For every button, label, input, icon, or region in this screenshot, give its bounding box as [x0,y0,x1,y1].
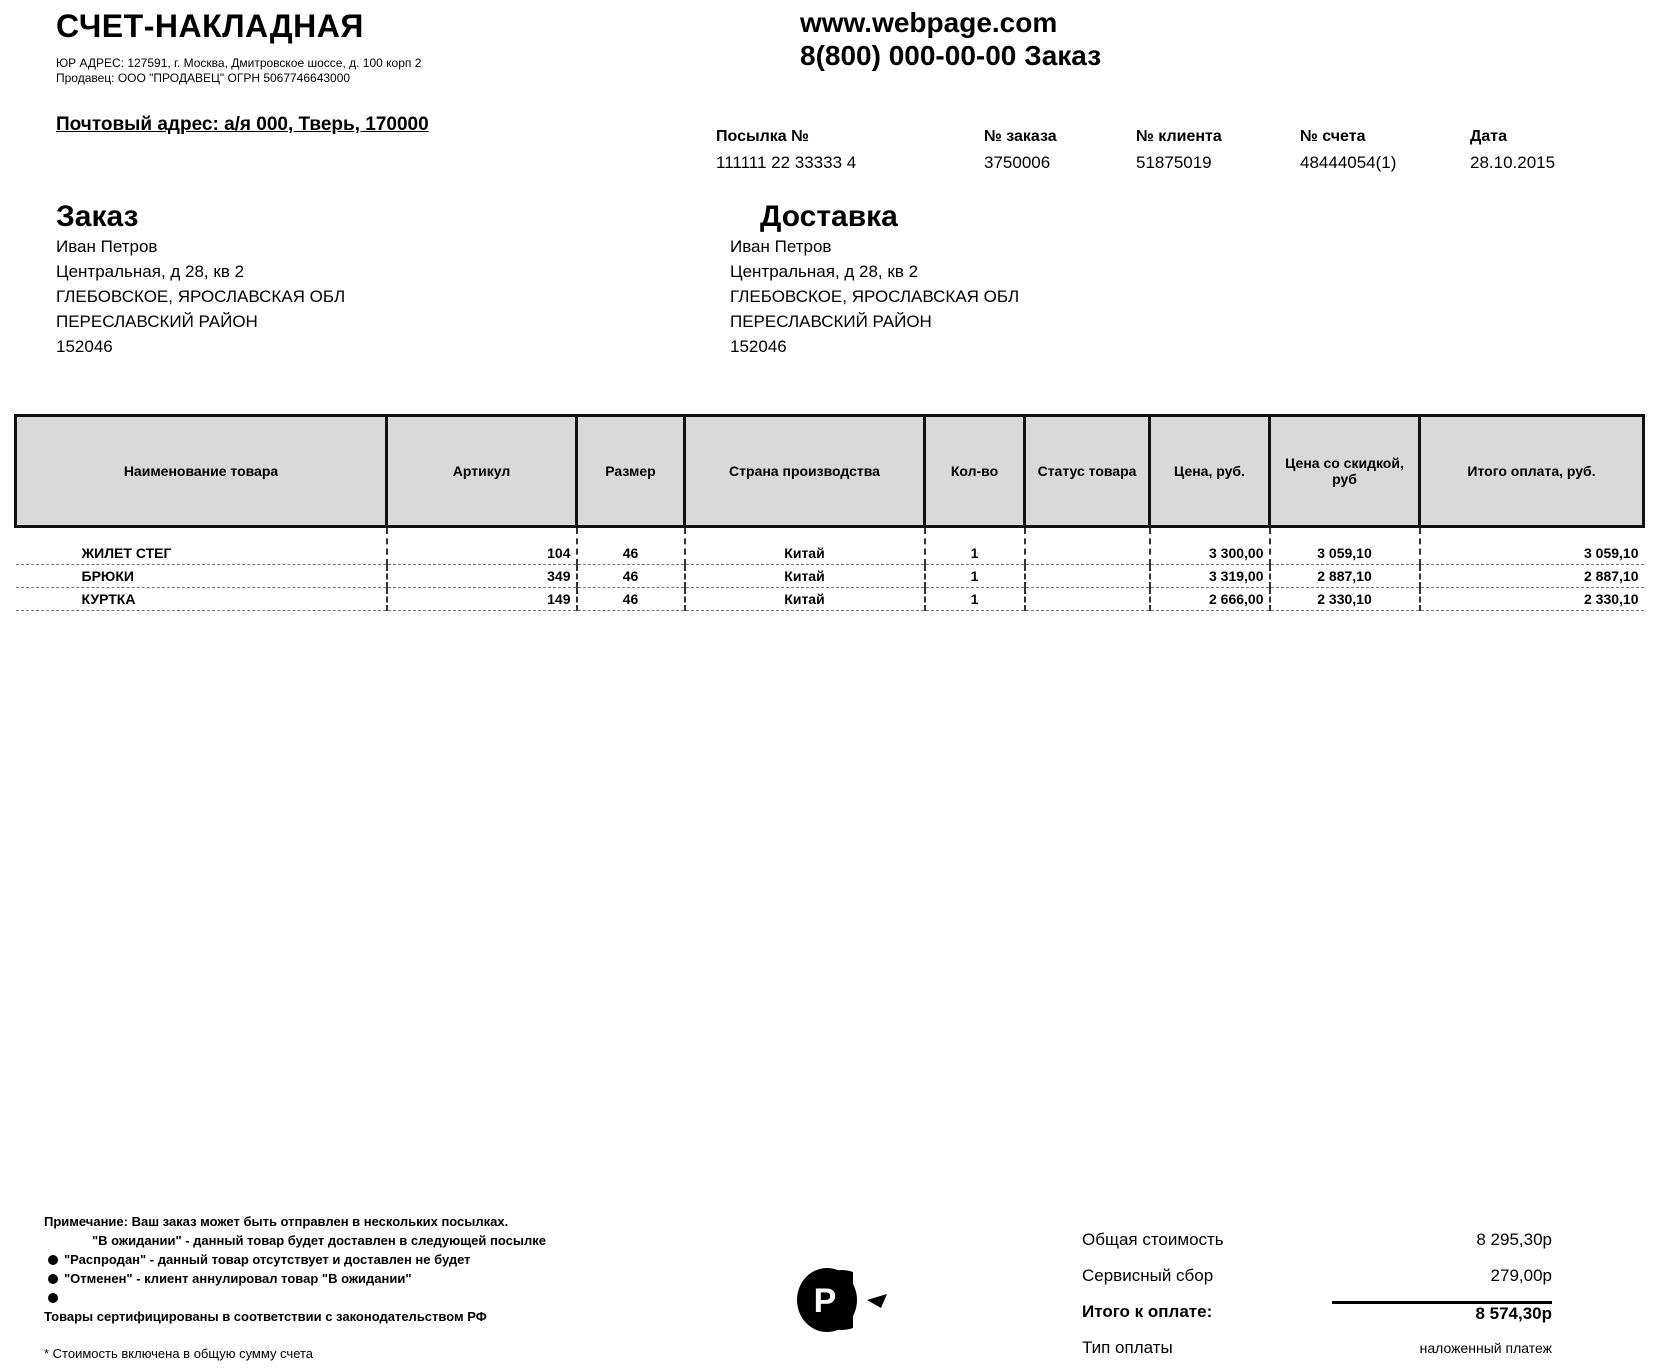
address-line: ГЛЕБОВСКОЕ, ЯРОСЛАВСКАЯ ОБЛ [730,287,1020,306]
column-header-total: Итого оплата, руб. [1420,416,1644,527]
cell-quantity: 1 [925,588,1025,611]
total-row [1082,1222,1552,1258]
table-row [16,527,1644,565]
total-value: 8 295,30р [1476,1230,1552,1249]
legal-address: ЮР АДРЕС: 127591, г. Москва, Дмитровское шоссе, д. 100 корп 2 [56,56,422,70]
grand-total-value: 8 574,30р [1332,1301,1552,1324]
cell-status [1025,527,1150,565]
column-header-size: Размер [577,416,685,527]
cell-price: 3 300,00 [1150,527,1270,565]
payment-type-label: Тип оплаты [1082,1338,1173,1357]
cell-size: 46 [577,565,685,588]
cell-name: ЖИЛЕТ СТЕГ [16,527,387,565]
cell-status [1025,588,1150,611]
note-item: "Распродан" - данный товар отсутствует и доставлен не будет [44,1250,546,1269]
address-line: Иван Петров [56,237,158,256]
cell-total: 2 330,10 [1420,588,1644,611]
cell-country: Китай [685,588,925,611]
cell-country: Китай [685,527,925,565]
website-link[interactable]: www.webpage.com [800,7,1058,38]
meta-label: Посылка № [716,128,809,145]
service-fee-value: 279,00р [1490,1266,1552,1285]
meta-invoice [1300,124,1396,176]
total-label: Общая стоимость [1082,1230,1224,1249]
cell-discount-price: 2 330,10 [1270,588,1420,611]
items-table [14,414,1645,611]
meta-label: № заказа [984,128,1057,145]
table-row [16,565,1644,588]
meta-order [984,124,1057,176]
address-line: 152046 [56,337,113,356]
table-header-row [16,416,1644,527]
service-fee-row [1082,1258,1552,1294]
cell-size: 46 [577,588,685,611]
address-line: Центральная, д 28, кв 2 [56,262,245,281]
cell-price: 3 319,00 [1150,565,1270,588]
delivery-section [730,200,1019,359]
column-header-country: Страна производства [685,416,925,527]
meta-label: Дата [1470,128,1508,145]
column-header-quantity: Кол-во [925,416,1025,527]
cell-discount-price: 2 887,10 [1270,565,1420,588]
service-fee-label: Сервисный сбор [1082,1266,1214,1285]
contact-block [800,6,1101,72]
cell-size: 46 [577,527,685,565]
cell-total: 3 059,10 [1420,527,1644,565]
column-header-article: Артикул [387,416,577,527]
meta-value: 51875019 [1136,153,1212,172]
cell-quantity: 1 [925,527,1025,565]
address-line: 152046 [730,337,787,356]
address-line: ГЛЕБОВСКОЕ, ЯРОСЛАВСКАЯ ОБЛ [56,287,346,306]
svg-text:P: P [813,1282,837,1320]
delivery-address [730,234,1019,359]
seller-info: Продавец: ООО "ПРОДАВЕЦ" ОГРН 5067746643000 [56,71,351,85]
grand-total-label: Итого к оплате: [1082,1302,1213,1321]
payment-type-row [1082,1330,1552,1366]
column-header-name: Наименование товара [16,416,387,527]
order-title: Заказ [56,200,139,233]
address-line: ПЕРЕСЛАВСКИЙ РАЙОН [730,312,932,331]
cell-name: БРЮКИ [16,565,387,588]
cell-discount-price: 3 059,10 [1270,527,1420,565]
document-title: СЧЕТ-НАКЛАДНАЯ [56,8,364,44]
cell-article: 349 [387,565,577,588]
totals-block [1082,1222,1552,1366]
meta-label: № счета [1300,128,1366,145]
cell-article: 104 [387,527,577,565]
cell-status [1025,565,1150,588]
column-header-price: Цена, руб. [1150,416,1270,527]
meta-label: № клиента [1136,128,1222,145]
table-row [16,588,1644,611]
meta-client [1136,124,1222,176]
cell-quantity: 1 [925,565,1025,588]
cell-price: 2 666,00 [1150,588,1270,611]
notes-intro: Примечание: Ваш заказ может быть отправлен в нескольких посылках. [44,1214,509,1229]
certification-note: Товары сертифицированы в соответствии с законодательством РФ [44,1309,487,1324]
cell-country: Китай [685,565,925,588]
column-header-discount-price: Цена со скидкой, руб [1270,416,1420,527]
footnote: * Стоимость включена в общую сумму счета [44,1346,314,1361]
payment-type-value: наложенный платеж [1419,1340,1552,1356]
legal-info [56,56,421,86]
phone-number: 8(800) 000-00-00 Заказ [800,40,1102,71]
order-address [56,234,345,359]
cell-total: 2 887,10 [1420,565,1644,588]
meta-value: 48444054(1) [1300,153,1397,172]
address-line: ПЕРЕСЛАВСКИЙ РАЙОН [56,312,258,331]
note-item: "Отменен" - клиент аннулировал товар "В ожидании" [44,1269,546,1288]
note-bullet-empty [44,1288,546,1307]
certification-mark-icon [795,1264,895,1336]
meta-value: 111111 22 33333 4 [716,153,857,172]
cell-name: КУРТКА [16,588,387,611]
meta-value: 28.10.2015 [1470,153,1556,172]
notes-block [44,1212,546,1363]
meta-value: 3750006 [984,153,1051,172]
address-line: Иван Петров [730,237,832,256]
note-item: "В ожидании" - данный товар будет доставлен в следующей посылке [92,1233,546,1248]
delivery-title: Доставка [760,200,898,233]
postal-address: Почтовый адрес: а/я 000, Тверь, 170000 [56,114,429,135]
order-section [56,200,345,359]
address-line: Центральная, д 28, кв 2 [730,262,919,281]
column-header-status: Статус товара [1025,416,1150,527]
cell-article: 149 [387,588,577,611]
meta-date [1470,124,1555,176]
meta-parcel [716,124,856,176]
grand-total-row [1082,1294,1552,1330]
